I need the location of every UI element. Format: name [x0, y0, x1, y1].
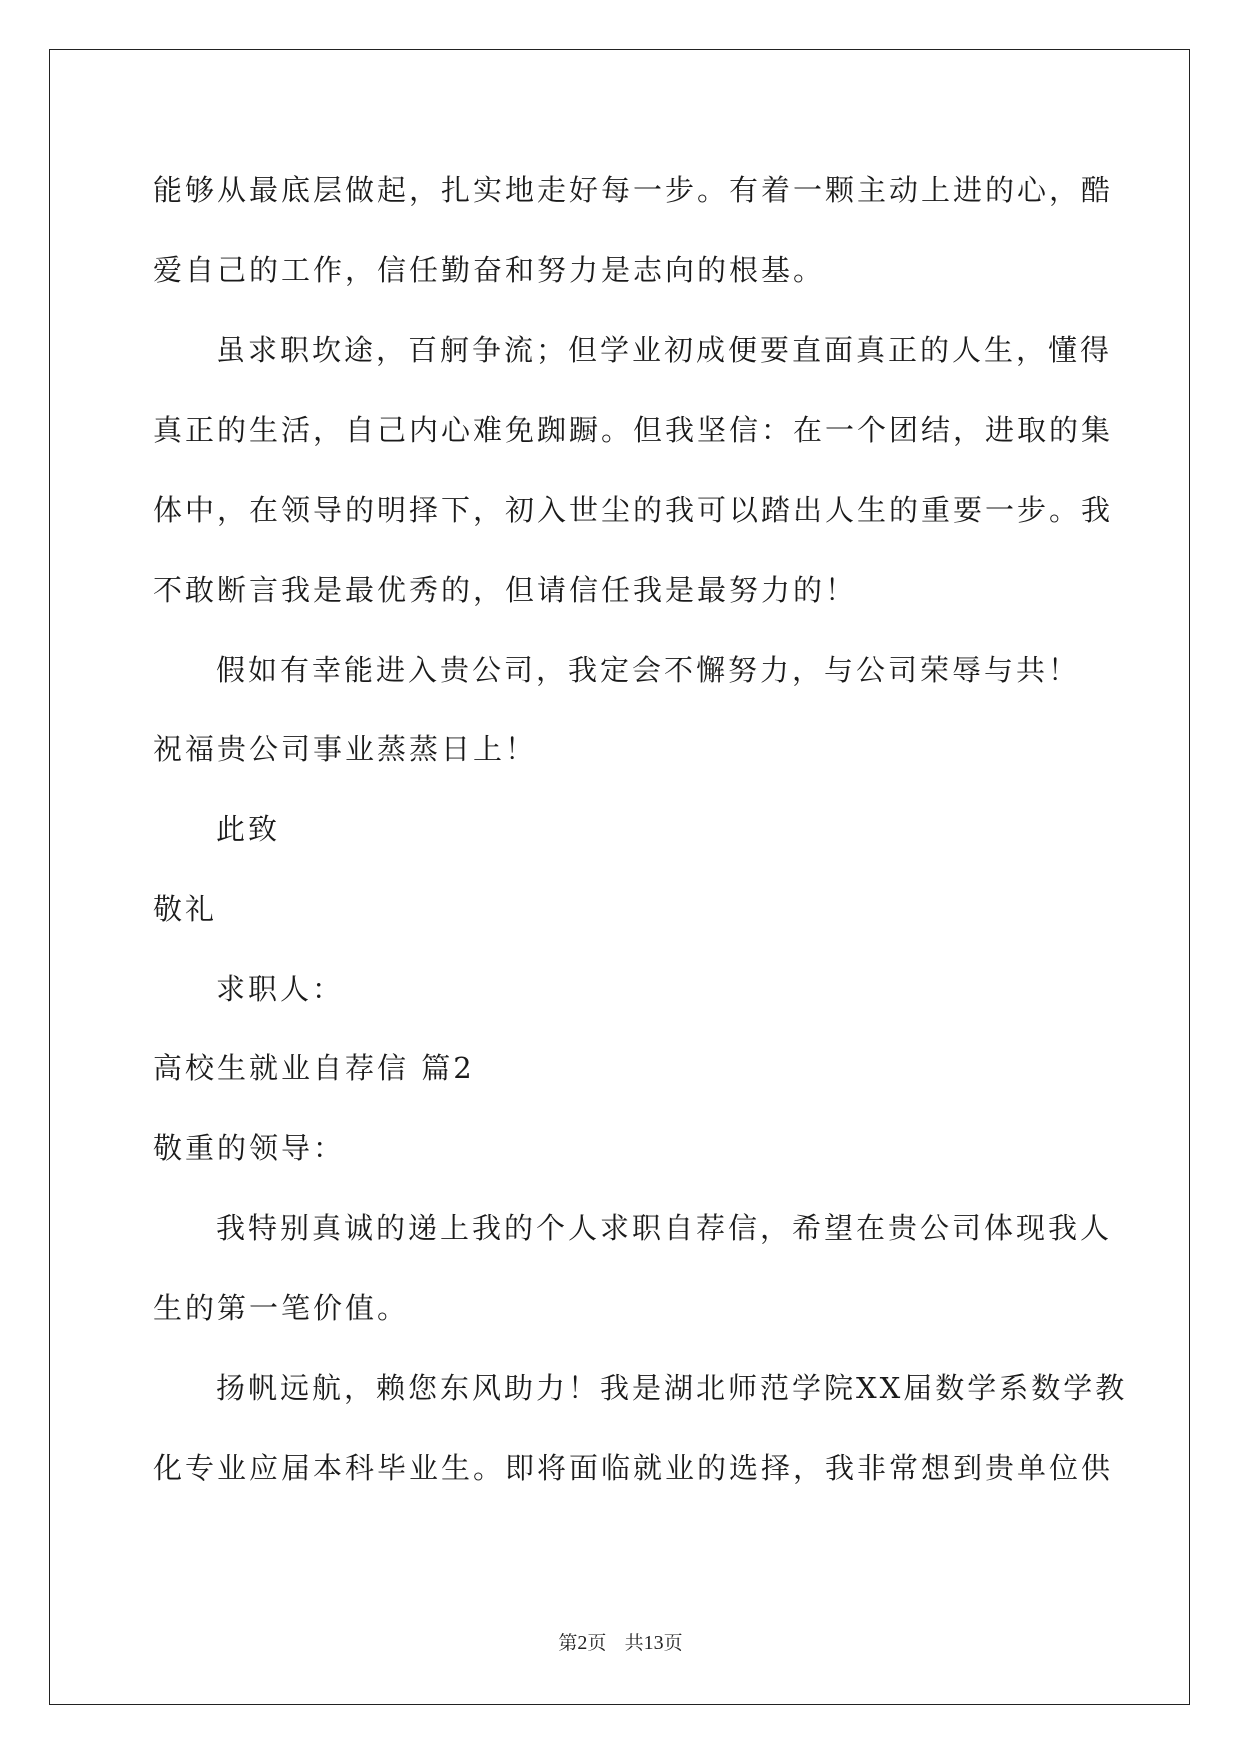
body-line: 真正的生活，自己内心难免踟蹰。但我坚信：在一个团结，进取的集: [153, 413, 1114, 447]
body-line: 祝福贵公司事业蒸蒸日上！: [153, 732, 538, 766]
page-footer: [0, 1628, 1241, 1655]
footer-page-unit: 页: [587, 1632, 607, 1654]
body-line: 不敢断言我是最优秀的，但请信任我是最努力的！: [153, 573, 858, 607]
closing-line: 此致: [216, 812, 281, 846]
body-line: 爱自己的工作，信任勤奋和努力是志向的根基。: [153, 253, 826, 287]
body-line: 能够从最底层做起，扎实地走好每一步。有着一颗主动上进的心，酷: [153, 173, 1114, 207]
body-line: 虽求职坎途，百舸争流；但学业初成便要直面真正的人生，懂得: [216, 333, 1113, 367]
footer-prefix: 第: [558, 1632, 578, 1654]
footer-page-number: 2: [577, 1632, 588, 1654]
body-line: 我特别真诚的递上我的个人求职自荐信，希望在贵公司体现我人: [216, 1211, 1113, 1245]
section-heading: 高校生就业自荐信 篇2: [153, 1051, 475, 1085]
footer-total-pages: 13: [643, 1632, 664, 1654]
closing-line: 敬礼: [153, 892, 218, 926]
body-line: 假如有幸能进入贵公司，我定会不懈努力，与公司荣辱与共！: [216, 653, 1081, 687]
signature-line: 求职人：: [216, 972, 345, 1006]
body-line: 生的第一笔价值。: [153, 1291, 410, 1325]
body-line: 扬帆远航，赖您东风助力！我是湖北师范学院XX届数学系数学教: [216, 1371, 1128, 1405]
salutation: 敬重的领导：: [153, 1131, 346, 1165]
footer-total-prefix: 共: [624, 1632, 644, 1654]
body-line: 体中，在领导的明择下，初入世尘的我可以踏出人生的重要一步。我: [153, 493, 1114, 527]
body-line: 化专业应届本科毕业生。即将面临就业的选择，我非常想到贵单位供: [153, 1451, 1114, 1485]
footer-total-unit: 页: [663, 1632, 683, 1654]
